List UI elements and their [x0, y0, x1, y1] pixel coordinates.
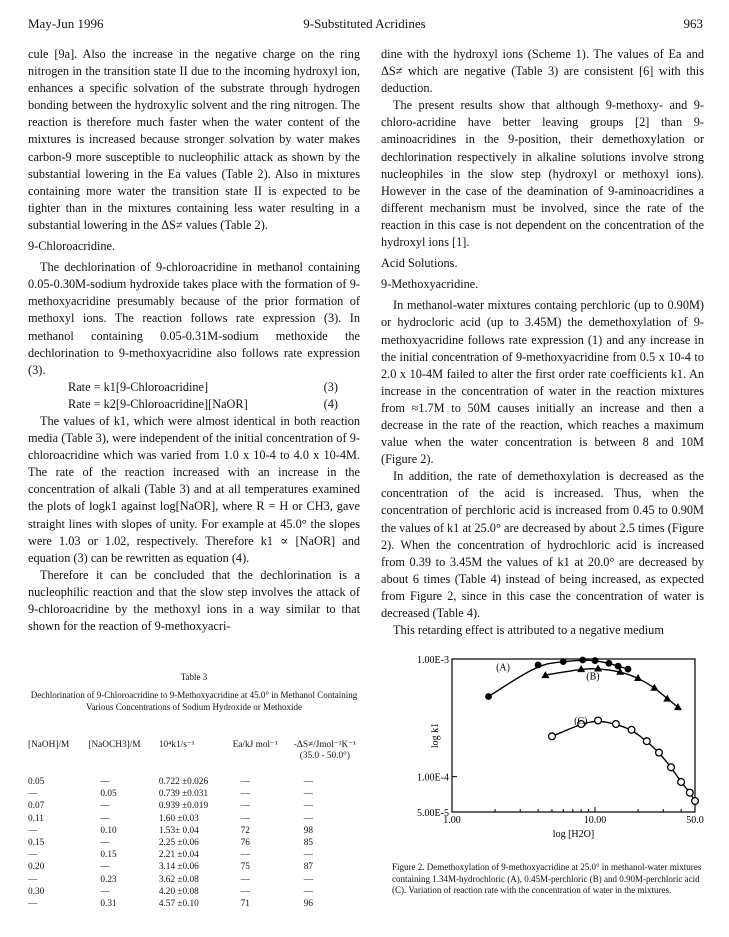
table-cell: — [28, 825, 38, 836]
table-cell: 0.11 [28, 813, 44, 824]
col-header: -ΔS≠/Jmol⁻¹K⁻¹ (35.0 - 50.0°) [293, 740, 356, 761]
data-point [485, 693, 492, 700]
table-cell: — [240, 801, 250, 812]
figure-2-chart [382, 644, 712, 844]
table-cell: 0.15 [100, 850, 117, 861]
table-cell: — [303, 850, 313, 861]
table-cell: 0.15 [28, 838, 45, 849]
table-body [26, 776, 366, 910]
table-cell: — [28, 874, 38, 885]
paragraph: This retarding effect is attributed to a negative medium [393, 623, 664, 638]
series-label: (A) [496, 662, 510, 674]
y-tick-label: 5.00E-5 [417, 808, 449, 819]
table-cell: 1.60 ±0.03 [158, 813, 199, 824]
table-cell: — [240, 813, 250, 824]
table-cell: 0.939 ±0.019 [158, 801, 209, 812]
equation-text: Rate = k1[9-Chloroacridine] [68, 379, 209, 394]
table-cell: — [100, 886, 110, 897]
table-row [26, 886, 366, 898]
table-cell: 0.739 ±0.031 [158, 789, 209, 800]
table-row [26, 825, 366, 837]
table-cell: 3.62 ±0.08 [158, 874, 199, 885]
table-cell: — [303, 813, 313, 824]
data-point [592, 657, 599, 664]
table-3 [26, 740, 366, 910]
table-cell: 98 [303, 825, 313, 836]
series-line [545, 669, 678, 707]
table-row [26, 788, 366, 800]
data-point [628, 726, 635, 733]
table-cell: 0.20 [28, 862, 45, 873]
table-cell: — [240, 789, 250, 800]
table-cell: 0.10 [100, 825, 117, 836]
data-point [579, 657, 586, 664]
table-cell: — [303, 777, 313, 787]
table-cell: 75 [240, 862, 250, 873]
paragraph: In addition, the rate of demethoxylation is decreased as the concentration of the acid is increased. Thus, when the concentration of perchloric acid is increased from 0.45 to 0.90M the values of k1 at 25.0° are decreased by about 2.5 times (Figure 2). When the concentration of hydrochloric acid is increased from 0.39 to 3.45M the values of k1 at 20.0° are decreased by about 6 times (Table 4) instead of being increased, as expected from Figure 2, since in this case the concentration of water is decreased (Table 4). [381, 469, 704, 620]
left-column [28, 46, 360, 635]
data-point [595, 717, 602, 724]
page-number: 963 [683, 16, 703, 31]
table-cell: — [100, 838, 110, 849]
paragraph: The present results show that although 9-methoxy- and 9-chloro-acridine have better leaving groups [2] than 9-aminoacridines in the 9-position, their demethoxylation or dechlorination respectively in alkaline solutions involve strong nucleophiles in the slow step (hydroxyl or methoxyl ions). However in the case of the deamination of 9-aminoacridines a different mechanism must be involved, since the rate of the reaction in this case is not dependent on the concentration of the hydroxyl ions [1]. [381, 98, 704, 250]
table-cell: — [303, 801, 313, 812]
paragraph: In methanol-water mixtures containg perchloric (up to 0.90M) or hydrocloric acid (up to 3.45M) the demethoxylation of 9-methoxyacridine follows rate expression (1) and any increase in the initial concentration of 9-methoxyacridine from 0.5 x 10-4 to 2.0 x 10-4M failed to alter the first order rate coefficients k1. An increase in the concentration of water in the reaction mixtures from ≈1.7M to 50M causes initially an increase and then a decrease in the rate of the reaction, which reaches a maximum value when the water concentration is between 8 and 10M (Figure 2). [381, 298, 704, 467]
equation-4 [28, 396, 360, 413]
table-row [26, 813, 366, 825]
col-header: 10⁴k1/s⁻¹ [158, 740, 195, 750]
series-label: (B) [586, 671, 600, 683]
equation-3 [28, 379, 360, 396]
running-header-title: 9-Substituted Acridines [303, 16, 426, 31]
data-point [594, 665, 602, 672]
y-tick-label: 1.00E-3 [417, 655, 449, 666]
table-cell: — [28, 850, 38, 861]
x-tick-label: 50.0 [686, 815, 704, 826]
table-cell: 0.23 [100, 874, 117, 885]
table-row [26, 849, 366, 861]
table-cell: — [100, 777, 110, 787]
table-row [26, 861, 366, 873]
data-point [549, 733, 556, 740]
series-line [552, 721, 695, 801]
paragraph: dine with the hydroxyl ions (Scheme 1). The values of Ea and ΔS≠ which are negative (Table 3) are consistent [6] with this deduction. [381, 47, 704, 96]
table-cell: 85 [303, 838, 313, 849]
plot-frame [452, 659, 695, 812]
y-tick-label: 1.00E-4 [417, 772, 449, 784]
table-cell: 2.25 ±0.06 [158, 838, 199, 849]
table-cell: — [240, 850, 250, 861]
paragraph: Therefore it can be concluded that the dechlorination is a nucleophilic reaction and that the slow step involves the attack of 9-chloroacridine by the methoxyl ions in a way similar to that shown for the reaction of 9-methoxyacri- [28, 567, 360, 634]
section-heading: 9-Chloroacridine. [28, 239, 116, 254]
right-column [381, 46, 704, 639]
table-cell: — [100, 801, 110, 812]
table-row [26, 874, 366, 886]
series-label: (C) [574, 716, 588, 728]
table-header-row [26, 740, 366, 762]
table-cell: 2.21 ±0.04 [158, 850, 199, 861]
equation-number: (3) [323, 379, 338, 394]
data-point [678, 779, 685, 786]
table-cell: 0.07 [28, 801, 45, 812]
table-cell: 0.31 [100, 899, 117, 910]
col-header: [NaOH]/M [28, 740, 70, 750]
figure-caption: Figure 2. Demethoxylation of 9-methoxyacridine at 25.0° in methanol-water mixtures containing 1.34M-hydrochloric (A), 0.45M-perchloric (B) and 0.90M-perchloric acid (C). Variation of reaction rate with the concentration of water in the mixtures. [392, 862, 702, 895]
data-point [668, 764, 675, 771]
table-cell: — [240, 886, 250, 897]
data-point [692, 798, 699, 805]
equation-text: Rate = k2[9-Chloroacridine][NaOR] [68, 396, 248, 411]
x-tick-label: 10.00 [583, 815, 607, 826]
data-point [560, 658, 567, 665]
data-point [656, 749, 663, 756]
section-heading: Acid Solutions. [381, 256, 458, 271]
table-cell: 72 [240, 825, 250, 836]
table-cell: 3.14 ±0.06 [158, 862, 199, 873]
table-cell: — [100, 862, 110, 873]
table-cell: 87 [303, 862, 313, 873]
data-point [625, 666, 632, 673]
table-cell: 0.722 ±0.026 [158, 777, 209, 787]
table-label: Table 3 [180, 672, 208, 682]
col-header: [NaOCH3]/M [88, 740, 141, 750]
table-row [26, 800, 366, 812]
table-cell: 1.53± 0.04 [158, 825, 199, 836]
table-cell: 71 [240, 899, 250, 910]
table-cell: 76 [240, 838, 250, 849]
table-cell: 0.05 [100, 789, 117, 800]
table-caption: Dechlorination of 9-Chloroacridine to 9-Methoxyacridine at 45.0° in Methanol Containing Various Concentrations of Sodium Hydroxide or Methoxide [30, 690, 358, 712]
table-cell: 4.57 ±0.10 [158, 899, 199, 910]
running-header-date: May-Jun 1996 [28, 16, 104, 31]
table-cell: — [100, 813, 110, 824]
data-point [686, 789, 693, 796]
table-cell: — [240, 777, 250, 787]
data-point [535, 662, 542, 669]
table-cell: 4.20 ±0.08 [158, 886, 199, 897]
table-cell: — [303, 874, 313, 885]
section-heading: 9-Methoxyacridine. [381, 277, 479, 292]
table-cell: — [303, 789, 313, 800]
table-cell: 0.05 [28, 777, 45, 787]
data-point [605, 660, 612, 667]
col-header: Ea/kJ mol⁻¹ [232, 740, 278, 750]
equation-number: (4) [323, 396, 338, 411]
table-cell: — [28, 899, 38, 910]
data-point [643, 738, 650, 745]
table-cell: 0.30 [28, 886, 45, 897]
table-cell: 96 [303, 899, 313, 910]
paragraph: cule [9a]. Also the increase in the negative charge on the ring nitrogen in the transition state II due to the incoming hydroxyl ion, enhances a specific solvation of the substrate through hydrogen bonding between the hydroxylic solvent and the ring nitrogen. The reaction is therefore much faster when the water content of the mixtures is increased because stronger solvation by water makes carbon-9 more susceptible to nucleophilic attack as shown by the substantial lowering in the Ea values (Table 2). Also in mixtures containing more water the transition state II is expected to be tighter than in the mixtures containing less water resulting in a substantial lowering in the ΔS≠ values (Table 2). [28, 47, 360, 232]
table-row [26, 837, 366, 849]
table-cell: — [240, 874, 250, 885]
table-row [26, 776, 366, 788]
y-axis-label: log k1 [430, 722, 441, 749]
data-point [613, 721, 620, 728]
table-row [26, 898, 366, 910]
paragraph: The values of k1, which were almost identical in both reaction media (Table 3), were independent of the initial concentration of 9-chloroacridine which was varied from 1.0 x 10-4 to 4.0 x 10-4M. The rate of the reaction increased with an increase in the concentration of alkali (Table 3) and at all temperatures examined the plots of logk1 against log[NaOR], where R = H or CH3, gave straight lines with slopes of unity. For example at 45.0° the slopes were 1.03 or 1.02, respectively. Therefore k1 ∝ [NaOR] and equation (3) can be rewritten as equation (4). [28, 413, 360, 565]
x-tick-label: 1.00 [443, 815, 461, 826]
table-cell: — [28, 789, 38, 800]
x-axis-label: log [H2O] [552, 829, 595, 840]
data-point [650, 684, 658, 691]
table-cell: — [303, 886, 313, 897]
paragraph: The dechlorination of 9-chloroacridine in methanol containing 0.05-0.30M-sodium hydroxide takes place with the formation of 9-methoxyacridine presumably because of the prior formation of methoxyl ions. The reaction follows rate expression (3). In methanol containing 0.05-0.31M-sodium methoxide the dechlorination to 9-methoxyacridine also follows rate expression (3). [28, 260, 360, 377]
